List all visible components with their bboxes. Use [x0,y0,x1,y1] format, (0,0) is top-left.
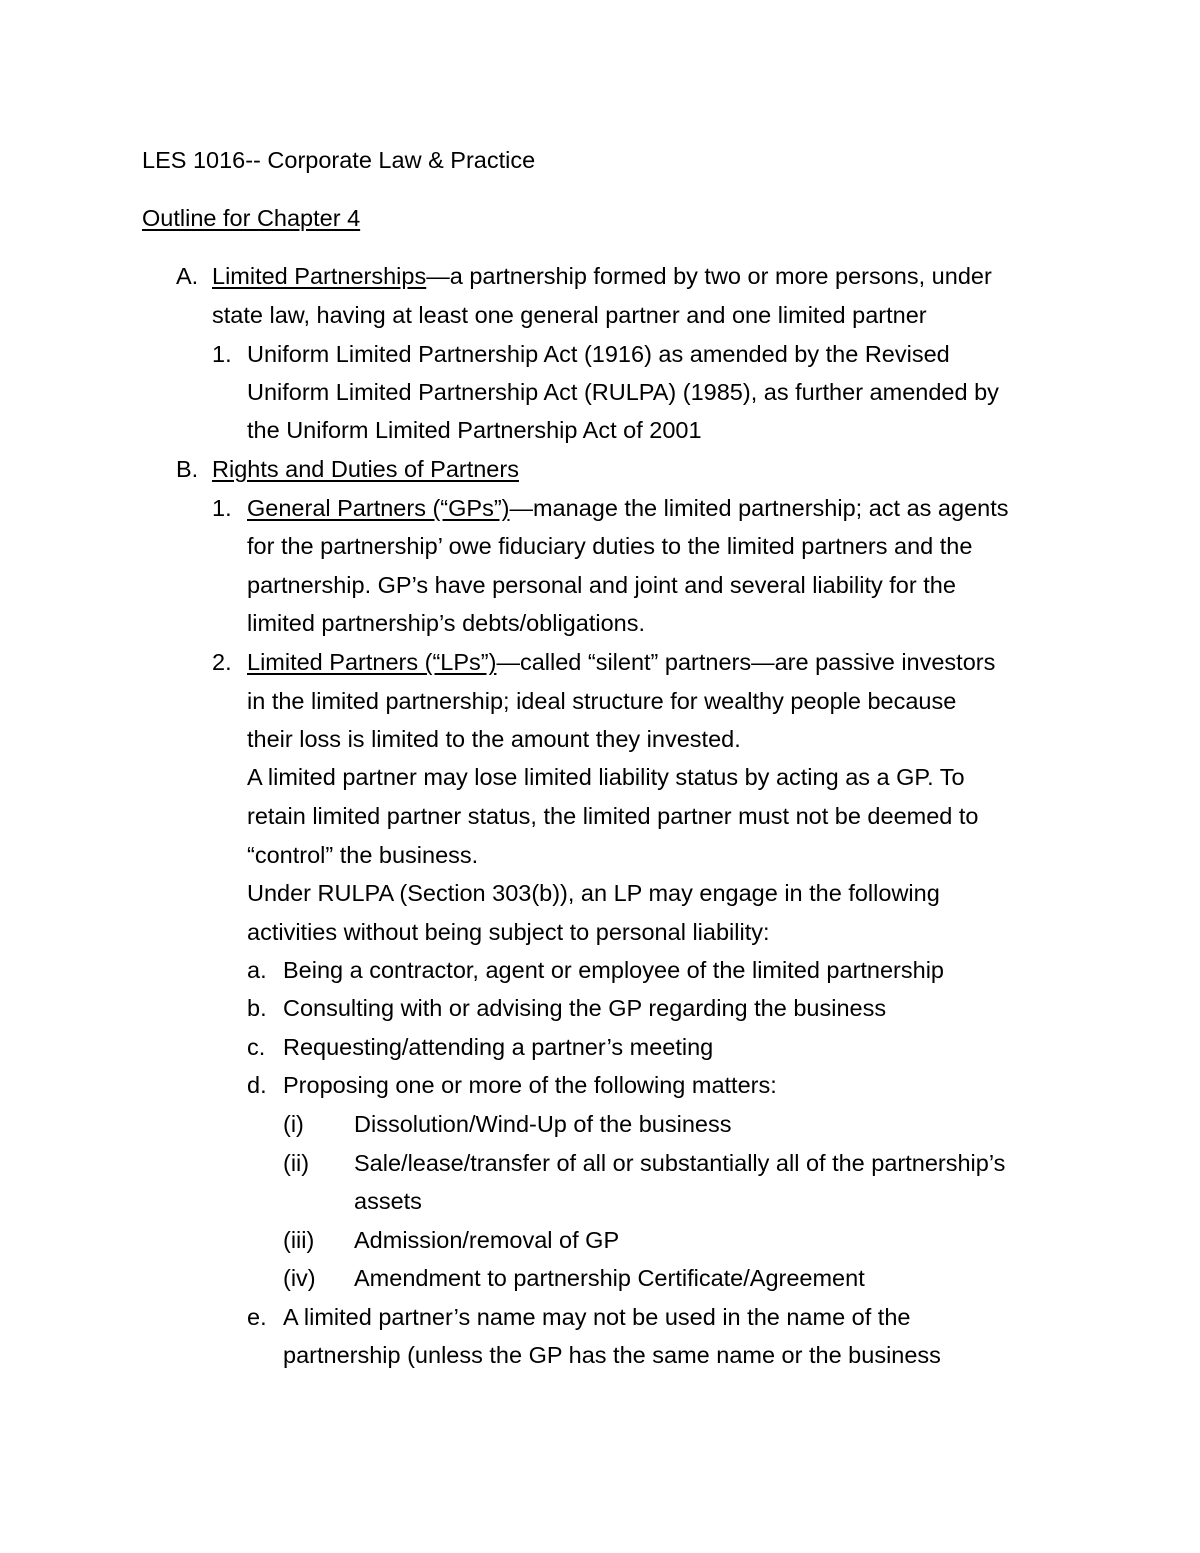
subitem-a-marker: a. [247,957,267,983]
section-b-item-1-heading: General Partners (“GPs”) [247,495,510,521]
subitem-d-iv-marker: (iv) [283,1265,316,1291]
section-b-item-2-heading: Limited Partners (“LPs”) [247,649,497,675]
section-a-text-2: state law, having at least one general partner and one limited partner [212,302,927,328]
subitem-d-ii-marker: (ii) [283,1150,310,1176]
section-b-item-2-line-3: their loss is limited to the amount they invested. [247,726,741,752]
section-b-item-1-line-1 [247,493,1008,523]
section-b-item-2-line-1 [247,647,995,677]
section-a-marker: A. [176,263,199,289]
section-b-heading: Rights and Duties of Partners [212,456,519,482]
subitem-a-line-1: Being a contractor, agent or employee of the limited partnership [283,957,944,983]
section-b-item-1-text-1: —manage the limited partnership; act as agents [509,495,1009,521]
section-b-item-2-line-8: activities without being subject to personal liability: [247,919,770,945]
subitem-d-marker: d. [247,1072,267,1098]
section-a-item-1-line-3: the Uniform Limited Partnership Act of 2001 [247,417,702,443]
subitem-e-marker: e. [247,1304,267,1330]
section-b-item-2-text-1: —called “silent” partners—are passive investors [496,649,996,675]
section-b-item-1-marker: 1. [212,495,232,521]
subitem-d-ii-line-2: assets [354,1188,422,1214]
subitem-d-iv-line-1: Amendment to partnership Certificate/Agreement [354,1265,865,1291]
section-b-item-2-line-5: retain limited partner status, the limited partner must not be deemed to [247,803,979,829]
section-b-marker: B. [176,456,199,482]
document-subtitle: Outline for Chapter 4 [142,205,361,231]
section-a-item-1-marker: 1. [212,341,232,367]
subitem-c-marker: c. [247,1034,266,1060]
section-a-item-1-line-1: Uniform Limited Partnership Act (1916) as amended by the Revised [247,341,950,367]
subitem-d-iii-marker: (iii) [283,1227,315,1253]
section-b-item-2-marker: 2. [212,649,232,675]
subitem-d-ii-line-1: Sale/lease/transfer of all or substantially all of the partnership’s [354,1150,1006,1176]
section-a-line-1 [212,261,992,291]
section-b-item-1-line-3: partnership. GP’s have personal and joint and several liability for the [247,572,956,598]
subitem-d-iii-line-1: Admission/removal of GP [354,1227,620,1253]
subitem-d-i-line-1: Dissolution/Wind-Up of the business [354,1111,732,1137]
section-b-item-2-line-6: “control” the business. [247,842,479,868]
section-a-text-1: —a partnership formed by two or more persons, under [426,263,992,289]
section-b-item-2-line-4: A limited partner may lose limited liability status by acting as a GP. To [247,764,965,790]
subitem-e-line-1: A limited partner’s name may not be used in the name of the [283,1304,911,1330]
subitem-d-i-marker: (i) [283,1111,304,1137]
section-b-item-2-line-7: Under RULPA (Section 303(b)), an LP may engage in the following [247,880,940,906]
subitem-b-marker: b. [247,995,267,1021]
subitem-b-line-1: Consulting with or advising the GP regarding the business [283,995,887,1021]
section-b-item-1-line-2: for the partnership’ owe fiduciary duties to the limited partners and the [247,533,973,559]
section-a-item-1-line-2: Uniform Limited Partnership Act (RULPA) (1985), as further amended by [247,379,999,405]
document-header: LES 1016-- Corporate Law & Practice [142,147,536,173]
subitem-c-line-1: Requesting/attending a partner’s meeting [283,1034,714,1060]
subitem-d-line-1: Proposing one or more of the following matters: [283,1072,777,1098]
subitem-e-line-2: partnership (unless the GP has the same name or the business [283,1342,941,1368]
section-b-item-1-line-4: limited partnership’s debts/obligations. [247,610,645,636]
section-b-item-2-line-2: in the limited partnership; ideal structure for wealthy people because [247,688,957,714]
section-a-heading: Limited Partnerships [212,263,427,289]
